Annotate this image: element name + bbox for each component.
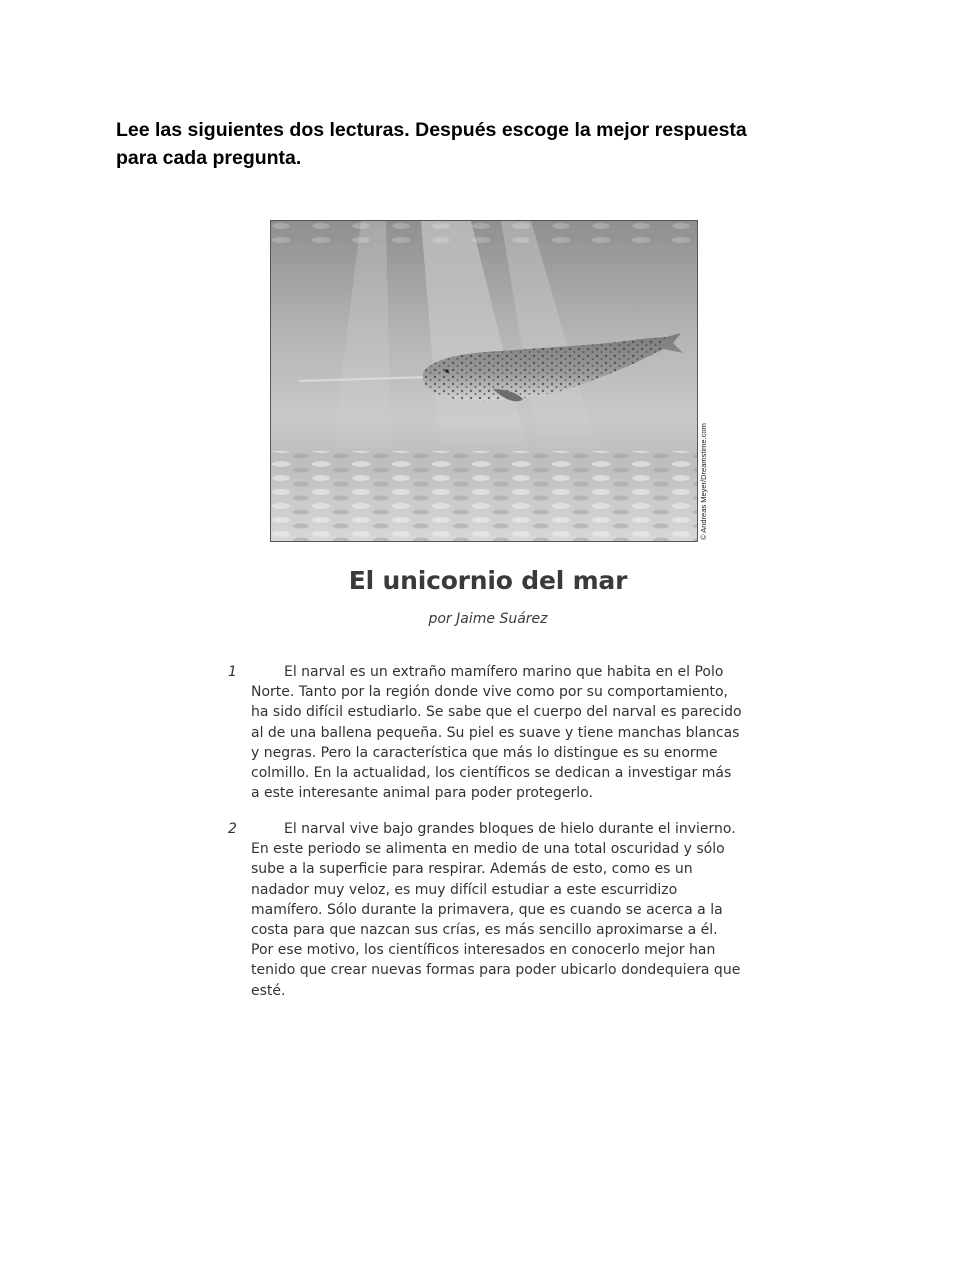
paragraph-line: colmillo. En la actualidad, los científicos se dedican a investigar más [251,765,732,782]
paragraph-number: 1 [228,664,237,680]
paragraph-line: al de una ballena pequeña. Su piel es suave y tiene manchas blancas [251,724,740,741]
article-title: El unicornio del mar [348,566,628,595]
narwhal-illustration [271,221,697,541]
instructions-line-1: Lee las siguientes dos lecturas. Después escoge la mejor respuesta [116,119,747,141]
paragraph-line: costa para que nazcan sus crías, es más sencillo aproximarse a él. [251,922,718,939]
paragraph-line: El narval vive bajo grandes bloques de hielo durante el invierno. [284,821,736,837]
article-byline: por Jaime Suárez [428,611,548,627]
narwhal-photo [270,220,698,542]
paragraph-line: En este periodo se alimenta en medio de una total oscuridad y sólo [251,841,725,858]
paragraph-line: mamífero. Sólo durante la primavera, que es cuando se acerca a la [251,901,723,918]
photo-credit-text: © Andreas Meyer/Dreamstime.com [699,423,708,540]
paragraph-line: nadador muy veloz, es muy difícil estudiar a este escurridizo [251,881,678,898]
paragraph-line: y negras. Pero la característica que más lo distingue es su enorme [251,744,718,761]
paragraph-2 [228,819,788,1001]
paragraph-line: sube a la superficie para respirar. Además de esto, como es un [251,861,693,878]
photo-credit [690,398,718,540]
instructions-line-2: para cada pregunta. [116,147,302,169]
paragraph-line: Norte. Tanto por la región donde vive como por su comportamiento, [251,684,728,701]
paragraph-text [251,662,779,803]
instructions [116,116,876,172]
paragraph-line: esté. [251,982,286,999]
paragraph-line: El narval es un extraño mamífero marino que habita en el Polo [284,664,724,680]
paragraph-line: a este interesante animal para poder protegerlo. [251,785,593,802]
paragraph-1 [228,662,788,803]
paragraph-number: 2 [228,821,237,837]
paragraph-text [251,819,779,1001]
paragraph-line: ha sido difícil estudiarlo. Se sabe que el cuerpo del narval es parecido [251,704,742,721]
paragraph-line: tenido que crear nuevas formas para poder ubicarlo dondequiera que [251,962,741,979]
paragraph-line: Por ese motivo, los científicos interesados en conocerlo mejor han [251,942,716,959]
